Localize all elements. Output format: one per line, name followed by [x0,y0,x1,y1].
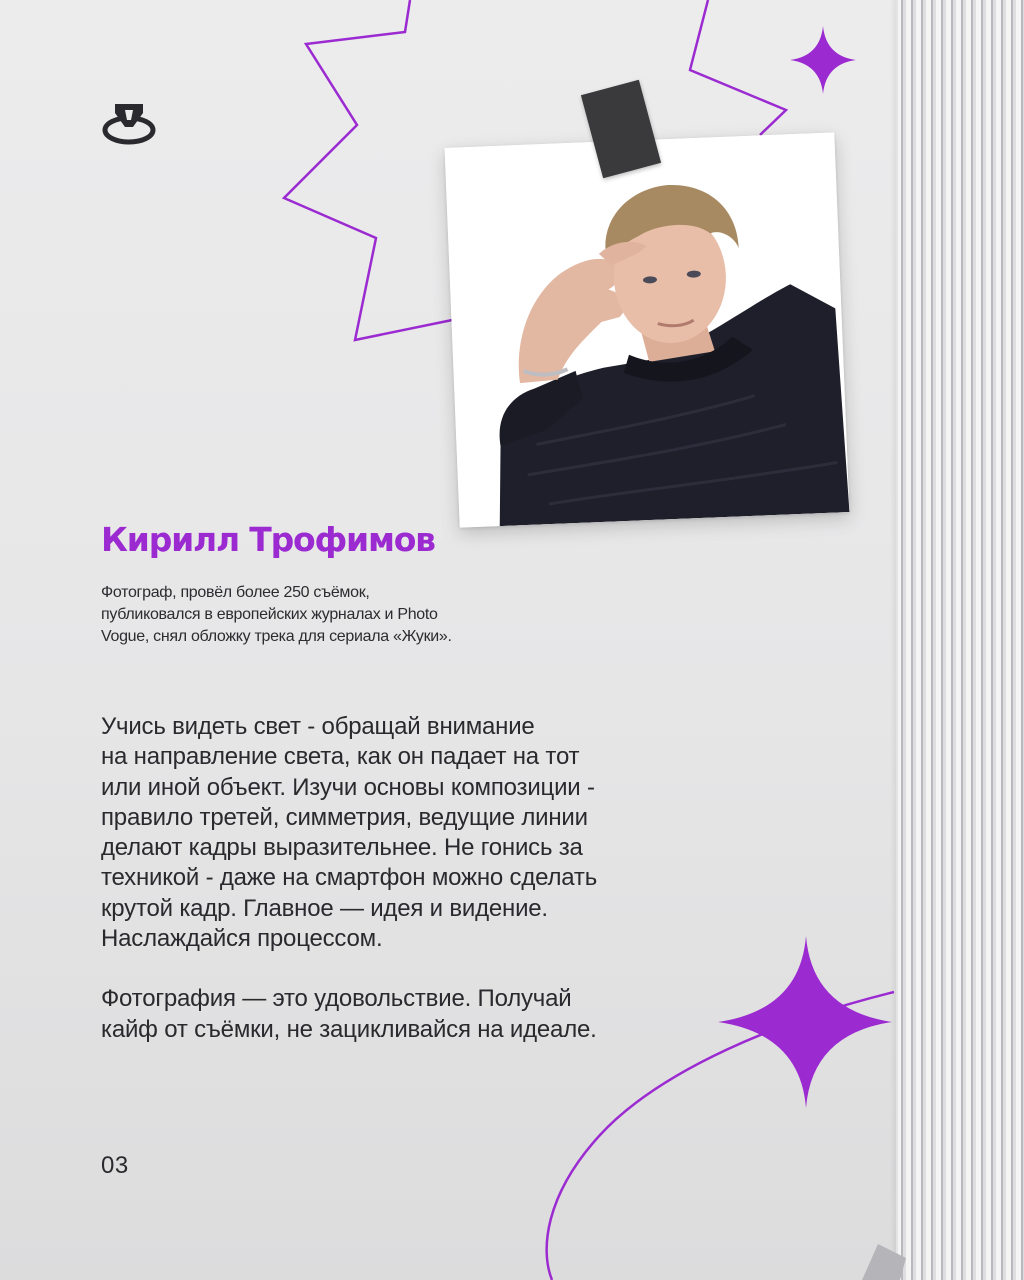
advice-line: правило третей, симметрия, ведущие линии [101,803,588,831]
author-bio [101,582,541,648]
advice-line: крутой кадр. Главное — идея и видение. [101,894,548,922]
advice-line: Учись видеть свет - обращай внимание [101,713,535,740]
advice-line: кайф от съёмки, не зацикливайся на идеале. [101,1015,597,1043]
bio-line: Vogue, снял обложку трека для сериала «Жуки». [101,628,452,645]
advice-line: Наслаждайся процессом. [101,925,383,953]
zigzag-burst-outline-right [690,0,786,135]
page-number: 03 [101,1152,129,1179]
paper-edge-shadow [890,0,898,1280]
advice-line: на направление света, как он падает на тот [101,743,580,771]
advice-text [101,712,661,1045]
sparkle-icon-small [790,26,856,94]
portrait-polaroid [445,132,850,527]
advice-line: делают кадры выразительнее. Не гонись за [101,834,583,862]
advice-line: техникой - даже на смартфон можно сделать [101,864,597,892]
portrait-photo [445,132,850,527]
zigzag-burst-outline [284,0,465,340]
author-name: Кирилл Трофимов [101,520,435,559]
paragraph-gap [101,954,661,984]
bio-line: Фотограф, провёл более 250 съёмок, [101,584,370,601]
advice-line: Фотография — это удовольствие. Получай [101,985,572,1013]
sparkle-icon-large [718,936,892,1108]
bio-line: публиковался в европейских журналах и Photo [101,606,438,623]
advice-line: или иной объект. Изучи основы композиции - [101,773,595,801]
striped-paper-edge [896,0,1024,1280]
brand-logo-icon [100,100,158,148]
